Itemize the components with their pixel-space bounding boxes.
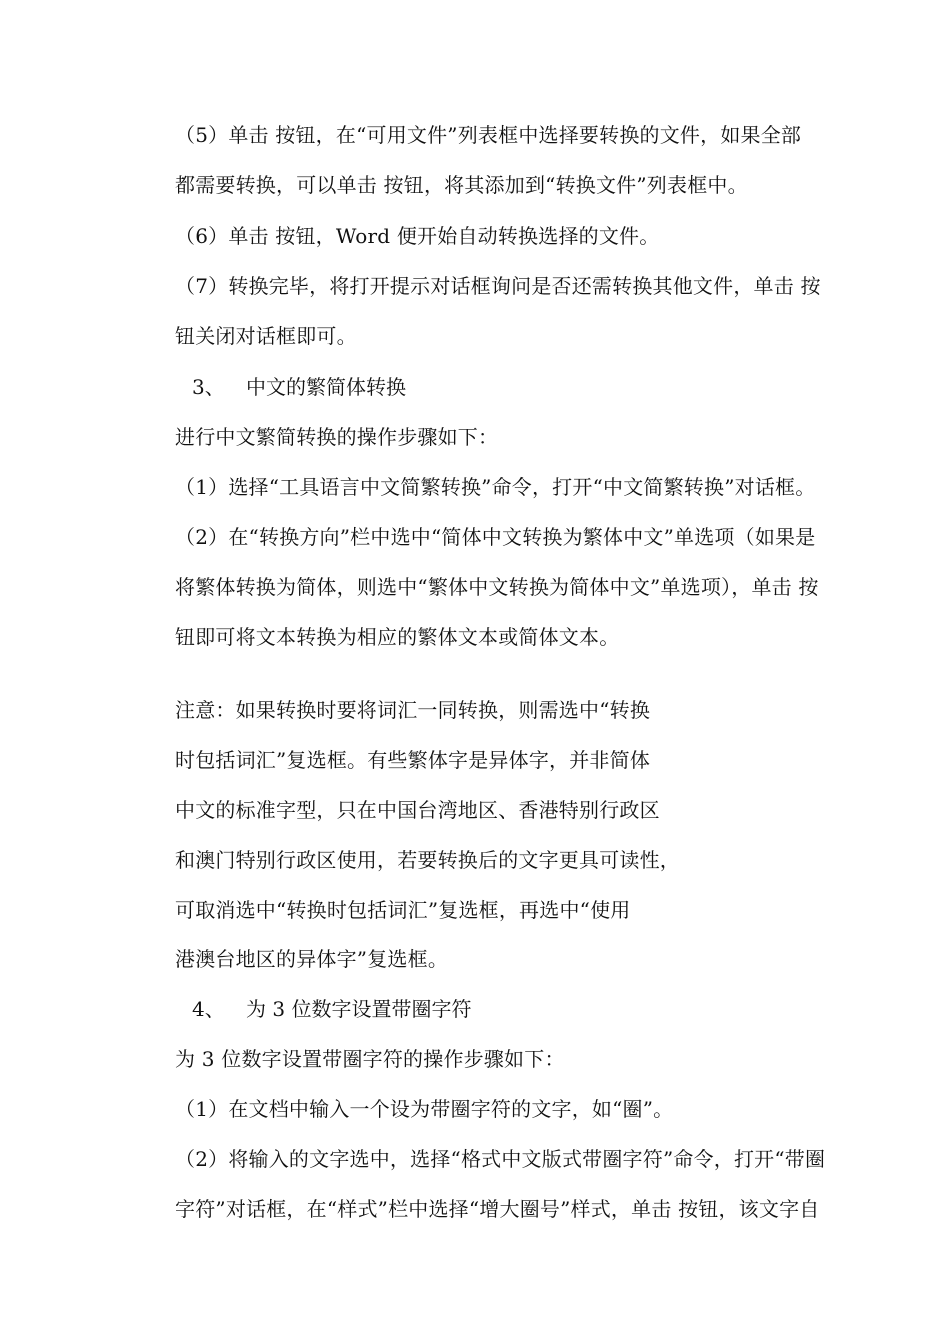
paragraph-step-7-line-2: 钮关闭对话框即可。 — [175, 324, 357, 348]
paragraph-intro-circled: 为 3 位数字设置带圈字符的操作步骤如下： — [175, 1047, 565, 1071]
section-title-4: 为 3 位数字设置带圈字符 — [246, 997, 472, 1021]
paragraph-step-5-line-2: 都需要转换，可以单击 按钮，将其添加到“转换文件”列表框中。 — [175, 173, 748, 197]
paragraph-step-6: （6）单击 按钮，Word 便开始自动转换选择的文件。 — [175, 224, 660, 248]
note-line-3: 中文的标准字型，只在中国台湾地区、香港特别行政区 — [175, 798, 660, 822]
note-line-2: 时包括词汇”复选框。有些繁体字是异体字，并非简体 — [175, 748, 651, 772]
section-number-4: 4、 — [192, 997, 225, 1021]
paragraph-step-5-line-1: （5）单击 按钮，在“可用文件”列表框中选择要转换的文件，如果全部 — [175, 123, 802, 147]
paragraph-circled-step-2-line-1: （2）将输入的文字选中，选择“格式中文版式带圈字符”命令，打开“带圈 — [175, 1147, 826, 1171]
paragraph-convert-step-2-line-3: 钮即可将文本转换为相应的繁体文本或简体文本。 — [175, 625, 620, 649]
note-line-6: 港澳台地区的异体字”复选框。 — [175, 947, 449, 971]
paragraph-circled-step-1: （1）在文档中输入一个设为带圈字符的文字，如“圈”。 — [175, 1097, 674, 1121]
paragraph-convert-step-2-line-2: 将繁体转换为简体，则选中“繁体中文转换为简体中文”单选项），单击 按 — [175, 575, 819, 599]
section-number-3: 3、 — [192, 375, 225, 399]
paragraph-circled-step-2-line-2: 字符”对话框，在“样式”栏中选择“增大圈号”样式，单击 按钮，该文字自 — [175, 1197, 820, 1221]
paragraph-convert-step-2-line-1: （2）在“转换方向”栏中选中“简体中文转换为繁体中文”单选项（如果是 — [175, 525, 816, 549]
paragraph-convert-step-1: （1）选择“工具语言中文简繁转换”命令，打开“中文简繁转换”对话框。 — [175, 475, 816, 499]
paragraph-step-7-line-1: （7）转换完毕，将打开提示对话框询问是否还需转换其他文件，单击 按 — [175, 274, 821, 298]
note-line-4: 和澳门特别行政区使用，若要转换后的文字更具可读性， — [175, 848, 680, 872]
paragraph-intro-convert: 进行中文繁简转换的操作步骤如下： — [175, 425, 499, 449]
section-title-3: 中文的繁简体转换 — [246, 375, 406, 399]
note-line-5: 可取消选中“转换时包括词汇”复选框，再选中“使用 — [175, 898, 631, 922]
note-line-1: 注意：如果转换时要将词汇一同转换，则需选中“转换 — [175, 698, 651, 722]
